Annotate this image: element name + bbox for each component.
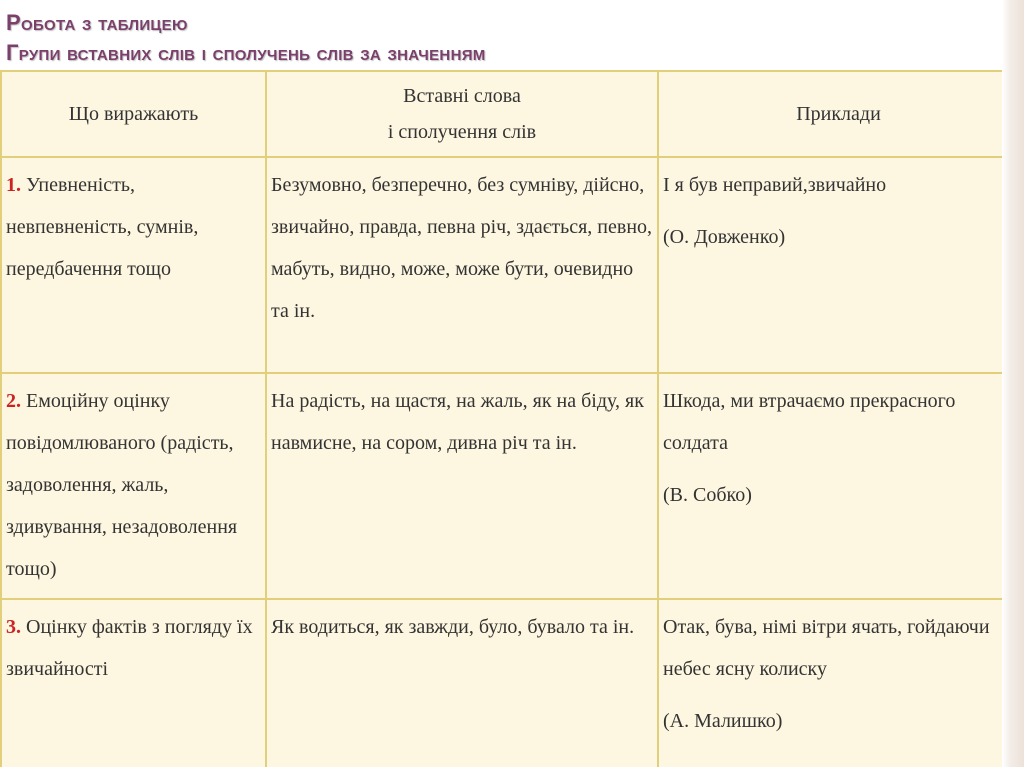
decorative-stripe (1002, 0, 1024, 767)
table-row (1, 373, 1002, 599)
meaning-cell (1, 599, 266, 767)
example-cell (658, 373, 1002, 599)
row-number: 1. (6, 174, 21, 196)
slide-titles (6, 8, 486, 68)
example-text: Отак, бува, німі вітри ячать, гойдаючи небес ясну колиску (663, 616, 990, 680)
row-number: 3. (6, 616, 21, 638)
header-words-line2: і сполучення слів (387, 121, 537, 143)
meaning-text: Упевненість, невпевненість, сумнів, передбачення тощо (6, 174, 199, 280)
slide-title: Робота з таблицею (6, 10, 188, 35)
words-cell: На радість, на щастя, на жаль, як на біду, як навмисне, на сором, дивна річ та ін. (266, 373, 658, 599)
example-text: І я був неправий,звичайно (663, 174, 887, 196)
header-meaning: Що виражають (1, 71, 266, 157)
meaning-text: Оцінку фактів з погляду їх звичайності (6, 616, 253, 680)
example-author: (О. Довженко) (663, 226, 786, 248)
table-header-row (1, 71, 1002, 157)
example-author: (В. Собко) (663, 484, 752, 506)
header-words-line1: Вставні слова (403, 85, 521, 107)
example-cell (658, 599, 1002, 767)
meaning-cell (1, 157, 266, 373)
words-cell: Безумовно, безперечно, без сумніву, дійсно, звичайно, правда, певна річ, здається, певно, мабуть, видно, може, може бути, очевидно та ін. (266, 157, 658, 373)
meaning-cell (1, 373, 266, 599)
table-row (1, 599, 1002, 767)
header-words (266, 71, 658, 157)
example-author: (А. Малишко) (663, 710, 783, 732)
example-text: Шкода, ми втрачаємо прекрасного солдата (663, 390, 956, 454)
word-groups-table (0, 70, 1002, 767)
table-row (1, 157, 1002, 373)
example-cell (658, 157, 1002, 373)
table-container (0, 70, 1002, 767)
row-number: 2. (6, 390, 21, 412)
slide-subtitle: Групи вставних слів і сполучень слів за значенням (6, 40, 486, 65)
words-cell: Як водиться, як завжди, було, бувало та ін. (266, 599, 658, 767)
meaning-text: Емоційну оцінку повідомлюваного (радість, задоволення, жаль, здивування, незадоволення тощо) (6, 390, 238, 580)
header-examples: Приклади (658, 71, 1002, 157)
